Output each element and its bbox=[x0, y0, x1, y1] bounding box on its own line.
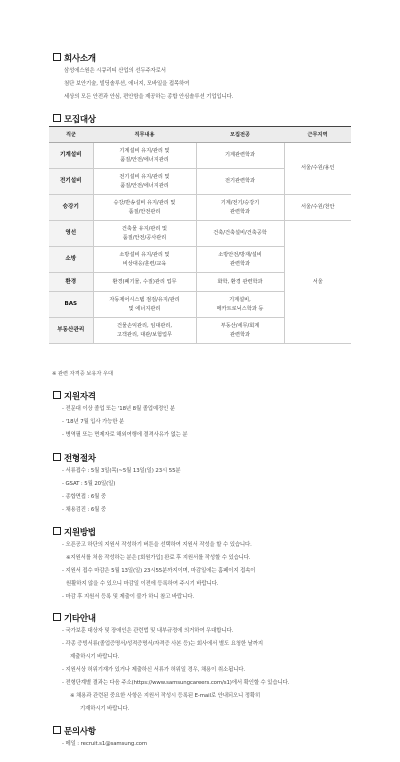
table-row bbox=[49, 143, 351, 169]
job-category: 영선 bbox=[49, 221, 93, 247]
qualification-line: - 병역필 또는 면제자로 해외여행에 결격사유가 없는 분 bbox=[62, 432, 188, 438]
table-row bbox=[49, 221, 351, 247]
job-duty: 건물손익관리, 임대관리, 고객관리, 대관/보험업무 bbox=[93, 318, 196, 344]
job-category: 승강기 bbox=[49, 195, 93, 221]
job-major: 소방안전/방재/설비 관련학과 bbox=[196, 247, 284, 273]
job-category: BAS bbox=[49, 292, 93, 318]
job-major: 전기관련학과 bbox=[196, 169, 284, 195]
job-major: 기계설비, 메카트로닉스학과 등 bbox=[196, 292, 284, 318]
section-title-process: 전형절차 bbox=[53, 452, 96, 464]
job-duty: 자동제어시스템 점검/유지/관리 및 에너지관리 bbox=[93, 292, 196, 318]
square-bullet-icon bbox=[53, 613, 61, 621]
method-line: 원활하지 않을 수 있으니 마감일 이전에 등록하여 주시기 바랍니다. bbox=[66, 581, 219, 587]
job-duty: 건축물 유지/관리 및 품질/안전/공사관리 bbox=[93, 221, 196, 247]
job-duty: 전기설비 유지/관리 및 품질/안전/에너지관리 bbox=[93, 169, 196, 195]
job-duty: 환경(폐기물, 수질)관리 업무 bbox=[93, 273, 196, 292]
etc-line: 기재하시기 바랍니다. bbox=[80, 706, 130, 712]
method-line: - 지원서 접수 마감은 5월 13일(일) 23시55분까지이며, 마감일에는 홈페이지 접속이 bbox=[62, 568, 256, 574]
etc-line: - 각종 증빙서류(졸업증명서/성적증명서/자격증 사본 등)는 회사에서 별도 요청한 날까지 bbox=[62, 641, 263, 647]
job-major: 기계관련학과 bbox=[196, 143, 284, 169]
process-line: - 서류접수 : 5월 3일(목)~5월 13일(일) 23시 55분 bbox=[62, 468, 181, 474]
square-bullet-icon bbox=[53, 53, 61, 61]
qualification-line: - 전문대 이상 졸업 또는 '18년 8월 졸업예정인 분 bbox=[62, 406, 175, 412]
section-title-recruit: 모집대상 bbox=[53, 113, 96, 125]
contact-email: - 메일 : recruit.s1@samsung.com bbox=[62, 741, 148, 747]
square-bullet-icon bbox=[53, 114, 61, 122]
company-line: 첨단 보안기술, 빌딩솔루션, 에너지, 모바일을 접목하여 bbox=[64, 81, 190, 87]
section-title-company: 회사소개 bbox=[53, 52, 96, 64]
column-header: 직군 bbox=[49, 127, 93, 143]
job-category: 환경 bbox=[49, 273, 93, 292]
square-bullet-icon bbox=[53, 527, 61, 535]
job-duty: 승강/반송설비 유지/관리 및 품질/안전관리 bbox=[93, 195, 196, 221]
etc-line: 제출하시기 바랍니다. bbox=[70, 654, 120, 660]
job-duty: 소방설비 유지/관리 및 비상대응/훈련/교육 bbox=[93, 247, 196, 273]
process-line: - 종합면접 : 6월 중 bbox=[62, 494, 106, 500]
column-header: 직무내용 bbox=[93, 127, 196, 143]
job-category: 기계설비 bbox=[49, 143, 93, 169]
etc-line: - 지원서상 허위기재가 있거나 제출하신 서류가 허위일 경우, 채용이 취소됩니다. bbox=[62, 667, 246, 673]
etc-line: ※ 채용과 관련된 중요한 사항은 지원서 작성시 등록된 E-mail로 안내되오니 정확히 bbox=[70, 693, 261, 699]
table-header-row bbox=[49, 127, 351, 143]
section-title-method: 지원방법 bbox=[53, 526, 96, 538]
column-header: 모집전공 bbox=[196, 127, 284, 143]
square-bullet-icon bbox=[53, 391, 61, 399]
job-major: 기계/전기/승강기 관련학과 bbox=[196, 195, 284, 221]
job-duty: 기계설비 유지/관리 및 품질/안전/에너지관리 bbox=[93, 143, 196, 169]
etc-line: - 국가보훈 대상자 및 장애인은 관련법 및 내부규정에 의거하여 우대합니다. bbox=[62, 628, 234, 634]
work-location: 서울 bbox=[284, 221, 351, 344]
process-line: - 채용검진 : 6월 중 bbox=[62, 507, 106, 513]
etc-line: - 전형단계별 결과는 다음 주소(https://www.samsungcareers.com/s1)에서 확인할 수 있습니다. bbox=[62, 680, 290, 686]
job-category: 전기설비 bbox=[49, 169, 93, 195]
job-major: 화학, 환경 관련학과 bbox=[196, 273, 284, 292]
table-row bbox=[49, 195, 351, 221]
square-bullet-icon bbox=[53, 453, 61, 461]
column-header: 근무지역 bbox=[284, 127, 351, 143]
section-title-qualification: 지원자격 bbox=[53, 390, 96, 402]
method-line: - 마감 후 지원서 등록 및 제출이 불가 하니 참고 바랍니다. bbox=[62, 594, 194, 600]
section-title-contact: 문의사항 bbox=[53, 725, 96, 737]
job-major: 건축/건축설비/건축공학 bbox=[196, 221, 284, 247]
job-major: 부동산/세무/회계 관련학과 bbox=[196, 318, 284, 344]
method-line: ※지원서를 처음 작성하는 분은 [회원가입] 완료 후 지원서를 작성할 수 있습니다. bbox=[66, 555, 251, 561]
square-bullet-icon bbox=[53, 726, 61, 734]
qualification-line: - '18년 7월 입사 가능한 분 bbox=[62, 419, 125, 425]
recruit-table bbox=[49, 126, 351, 344]
method-line: - 오픈공고 하단의 지원서 작성하기 버튼을 선택하여 지원서 작성을 할 수 있습니다. bbox=[62, 542, 252, 548]
company-line: 세상의 모든 안전과 안심, 편안함을 제공하는 종합 안심솔루션 기업입니다. bbox=[64, 94, 234, 100]
company-line: 삼성에스원은 시큐리티 산업의 선두주자로서 bbox=[64, 68, 166, 74]
section-title-etc: 기타안내 bbox=[53, 612, 96, 624]
recruit-note: ※ 관련 자격증 보유자 우대 bbox=[52, 371, 114, 377]
work-location: 서울/수원/용인 bbox=[284, 143, 351, 195]
work-location: 서울/수원/천안 bbox=[284, 195, 351, 221]
job-category: 소방 bbox=[49, 247, 93, 273]
process-line: - GSAT : 5월 20일(일) bbox=[62, 481, 116, 487]
job-category: 부동산관리 bbox=[49, 318, 93, 344]
